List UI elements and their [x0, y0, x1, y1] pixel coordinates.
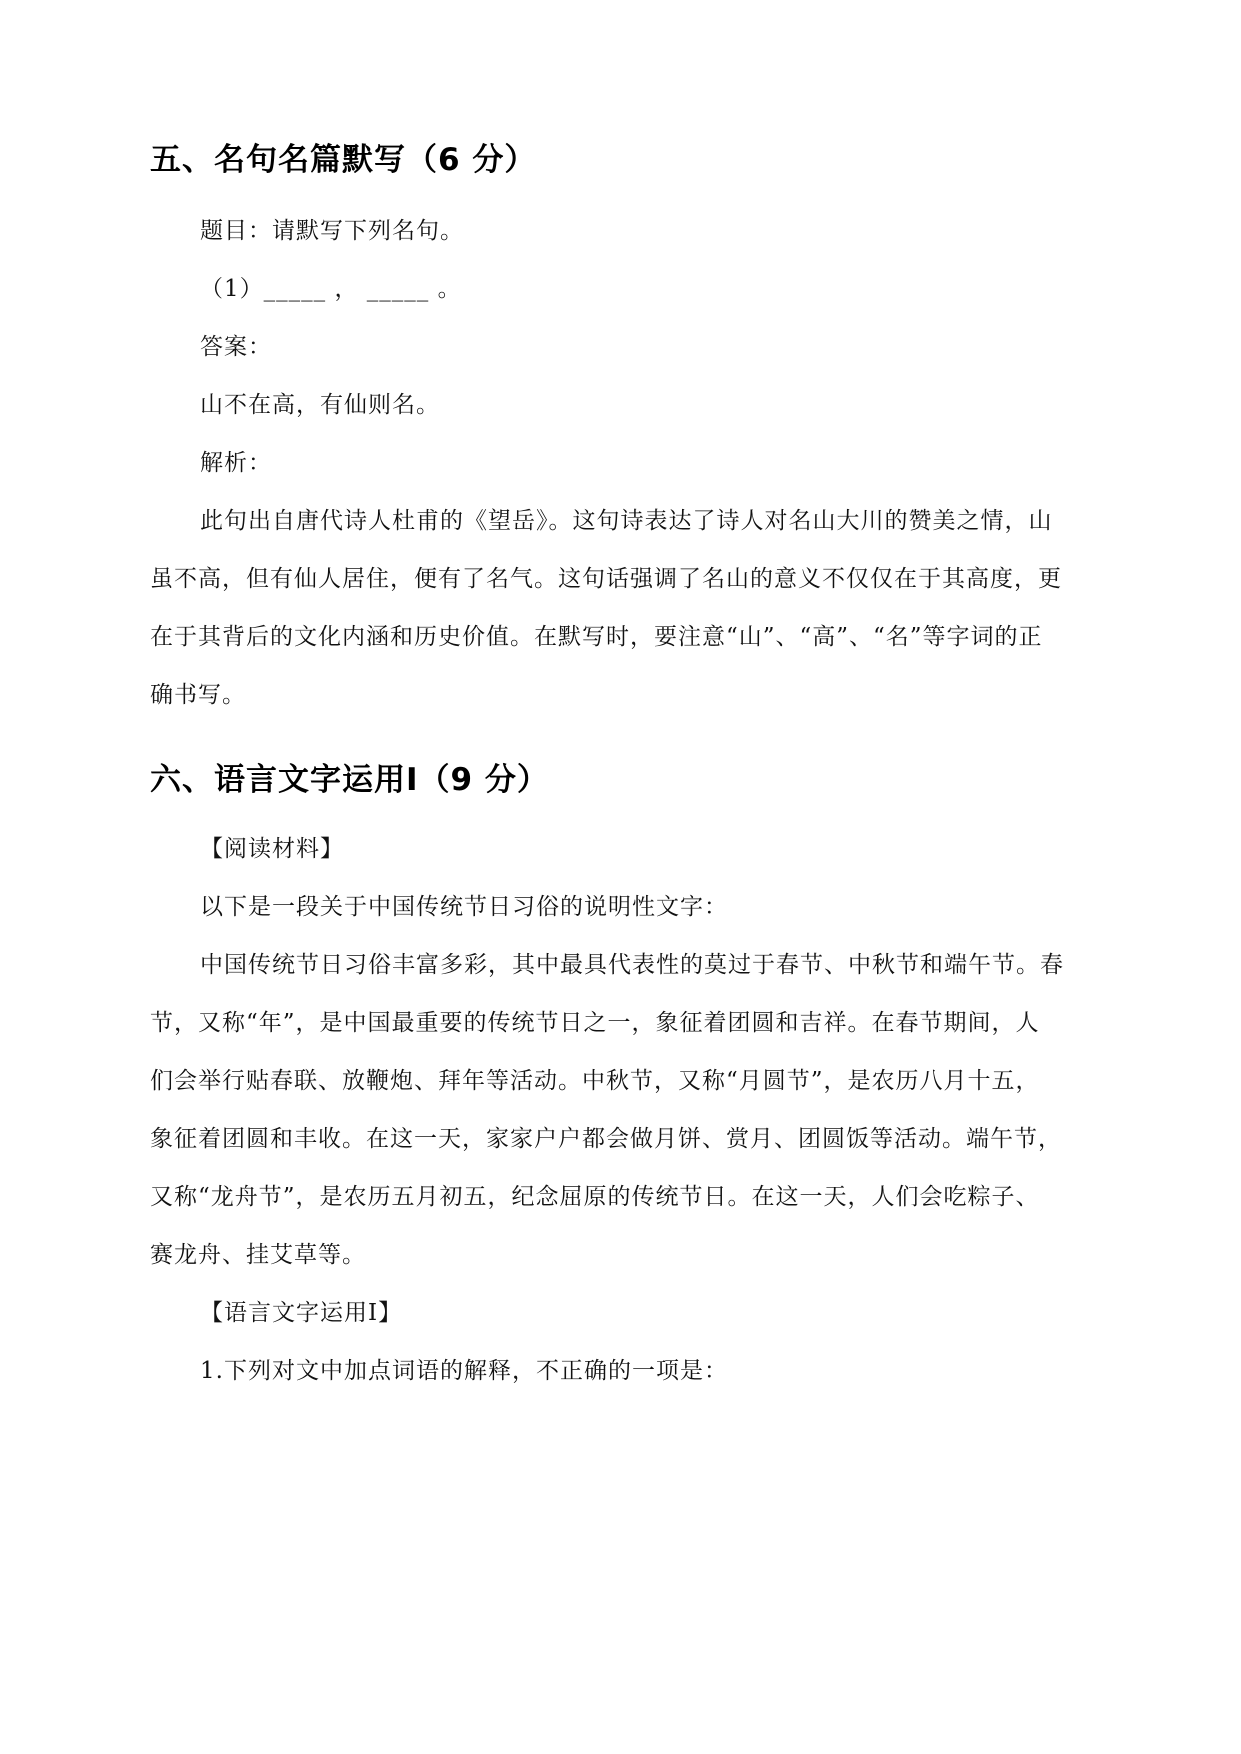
analysis-line: 确书写。: [150, 682, 246, 708]
language-usage-label: 【语言文字运用Ⅰ】: [200, 1300, 403, 1326]
section-6-heading: 六、语言文字运用Ⅰ（9 分）: [150, 762, 549, 798]
analysis-line: 此句出自唐代诗人杜甫的《望岳》。这句诗表达了诗人对名山大川的赞美之情，山: [200, 508, 1053, 534]
answer-text: 山不在高，有仙则名。: [200, 392, 440, 418]
passage-line: 中国传统节日习俗丰富多彩，其中最具代表性的莫过于春节、中秋节和端午节。春: [200, 952, 1064, 978]
passage-line: 象征着团圆和丰收。在这一天，家家户户都会做月饼、赏月、团圆饭等活动。端午节，: [150, 1126, 1062, 1152]
question-1: 1.下列对文中加点词语的解释，不正确的一项是：: [200, 1358, 728, 1384]
analysis-line: 虽不高，但有仙人居住，便有了名气。这句话强调了名山的意义不仅仅在于其高度，更: [150, 566, 1062, 592]
section-5-heading: 五、名句名篇默写（6 分）: [150, 142, 537, 178]
passage-line: 节，又称“年”，是中国最重要的传统节日之一，象征着团圆和吉祥。在春节期间，人: [150, 1010, 1040, 1036]
passage-line: 赛龙舟、挂艾草等。: [150, 1242, 366, 1268]
section-5-question: 题目：请默写下列名句。: [200, 218, 464, 244]
passage-intro: 以下是一段关于中国传统节日习俗的说明性文字：: [200, 894, 728, 920]
analysis-label: 解析：: [200, 450, 272, 476]
reading-material-label: 【阅读材料】: [200, 836, 344, 862]
section-5-blank-line: （1）_____ ， _____ 。: [200, 276, 462, 302]
passage-line: 又称“龙舟节”，是农历五月初五，纪念屈原的传统节日。在这一天，人们会吃粽子、: [150, 1184, 1040, 1210]
answer-label: 答案：: [200, 334, 272, 360]
analysis-line: 在于其背后的文化内涵和历史价值。在默写时，要注意“山”、“高”、“名”等字词的正: [150, 624, 1043, 650]
passage-line: 们会举行贴春联、放鞭炮、拜年等活动。中秋节，又称“月圆节”，是农历八月十五，: [150, 1068, 1040, 1094]
